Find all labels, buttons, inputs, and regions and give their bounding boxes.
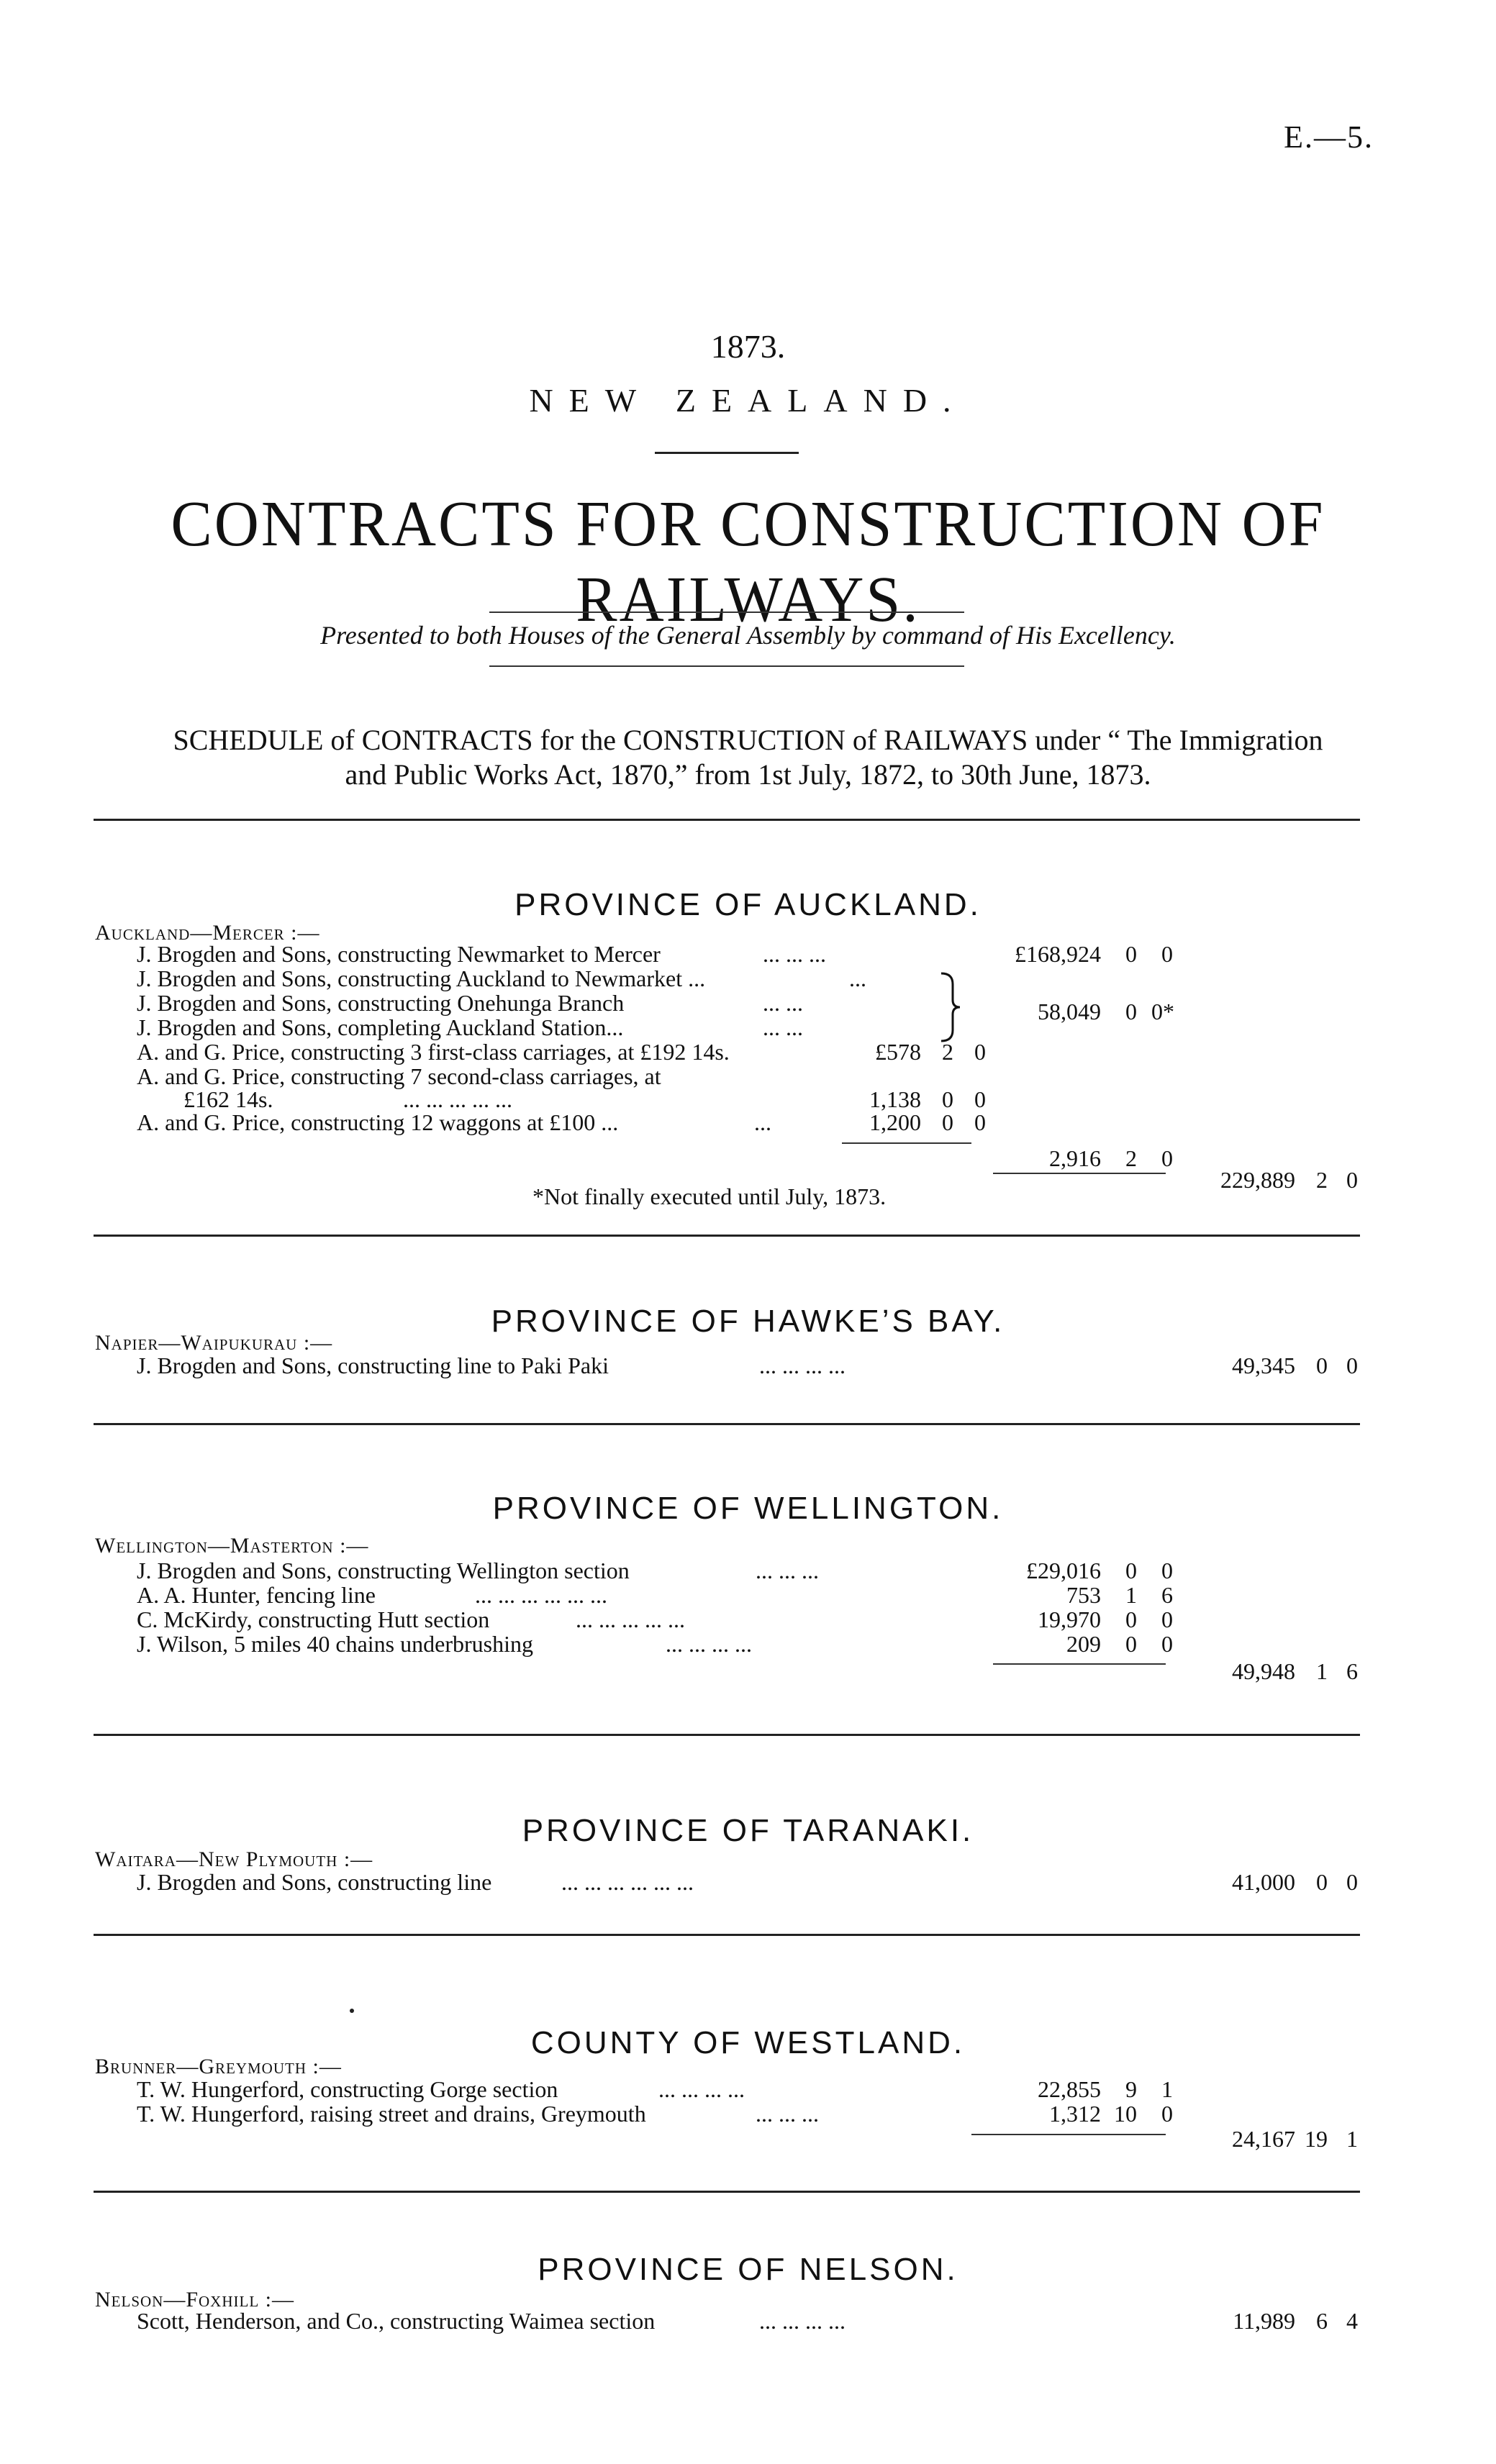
amount-shillings: 0 — [1125, 1631, 1137, 1657]
line-heading: Nelson—Foxhill :— — [95, 2288, 294, 2311]
schedule-line-1: SCHEDULE of CONTRACTS for the CONSTRUCTION of RAILWAYS under “ The Immigration — [173, 724, 1323, 756]
province-heading: PROVINCE OF NELSON. — [538, 2252, 958, 2287]
leader-dots: ... ... ... ... ... ... — [561, 1869, 694, 1895]
contract-description: T. W. Hungerford, constructing Gorge section — [137, 2076, 558, 2102]
page-reference: E.—5. — [1284, 119, 1374, 155]
amount-pence: 0 — [1161, 941, 1173, 967]
province-total-pence: 0 — [1346, 1167, 1358, 1193]
section-divider — [94, 1423, 1360, 1425]
amount-pence: 6 — [1161, 1582, 1173, 1608]
province-total-pounds: 229,889 — [1220, 1167, 1295, 1193]
contract-description-continued: £162 14s. — [183, 1086, 273, 1112]
amount-shillings: 0 — [942, 1109, 953, 1135]
leader-dots: ... ... ... — [756, 2101, 819, 2127]
amount-pence: 0 — [974, 1039, 986, 1065]
subtotal-rule — [842, 1142, 971, 1144]
contract-description: J. Brogden and Sons, constructing Auckland to Newmarket ... — [137, 965, 706, 991]
amount-shillings: 2 — [942, 1039, 953, 1065]
province-total-shillings: 0 — [1316, 1869, 1328, 1895]
amount-shillings: 0 — [1125, 941, 1137, 967]
amount-pounds: 22,855 — [1038, 2076, 1101, 2102]
contract-description: T. W. Hungerford, raising street and drains, Greymouth — [137, 2101, 646, 2127]
amount-pence: 0* — [1151, 999, 1174, 1024]
subtotal-pence: 0 — [1161, 1145, 1173, 1171]
section-divider — [94, 819, 1360, 821]
leader-dots: ... — [754, 1109, 771, 1135]
divider — [489, 612, 964, 613]
amount-pence: 0 — [1161, 2101, 1173, 2127]
amount-pence: 0 — [1161, 1558, 1173, 1583]
amount-pounds: 753 — [1066, 1582, 1101, 1608]
amount-pounds: £578 — [875, 1039, 921, 1065]
subtotal-rule — [971, 2134, 1166, 2135]
province-heading: COUNTY OF WESTLAND. — [530, 2025, 966, 2060]
contract-description: J. Brogden and Sons, constructing line — [137, 1869, 492, 1895]
province-total-pounds: 11,989 — [1233, 2308, 1295, 2334]
speck — [350, 2009, 354, 2013]
contract-description: J. Brogden and Sons, constructing Newmarket to Mercer — [137, 941, 661, 967]
divider — [489, 665, 964, 667]
amount-pence: 1 — [1161, 2076, 1173, 2102]
contract-description: J. Brogden and Sons, completing Auckland Station... — [137, 1014, 624, 1040]
contract-description: A. and G. Price, constructing 3 first-class carriages, at £192 14s. — [137, 1039, 730, 1065]
province-total-pounds: 49,345 — [1232, 1353, 1295, 1378]
line-heading: Waitara—New Plymouth :— — [95, 1847, 373, 1871]
schedule-line-2: and Public Works Act, 1870,” from 1st July, 1872, to 30th June, 1873. — [345, 758, 1151, 791]
province-total-pence: 6 — [1346, 1658, 1358, 1684]
document-title: CONTRACTS FOR CONSTRUCTION OF RAILWAYS. — [171, 487, 1325, 635]
amount-pounds: 209 — [1066, 1631, 1101, 1657]
contract-description: J. Wilson, 5 miles 40 chains underbrushing — [137, 1631, 533, 1657]
province-total-pounds: 49,948 — [1232, 1658, 1295, 1684]
contract-description: A. and G. Price, constructing 7 second-class carriages, at — [137, 1063, 661, 1089]
province-total-pounds: 41,000 — [1232, 1869, 1295, 1895]
amount-pounds: £29,016 — [1026, 1558, 1101, 1583]
amount-pounds: 19,970 — [1038, 1606, 1101, 1632]
section-divider — [94, 1235, 1360, 1237]
province-total-shillings: 1 — [1316, 1658, 1328, 1684]
leader-dots: ... ... — [763, 1014, 803, 1040]
divider — [655, 452, 799, 454]
year: 1873. — [710, 328, 786, 365]
contract-description: J. Brogden and Sons, constructing line to Paki Paki — [137, 1353, 609, 1378]
amount-pounds: 1,138 — [869, 1086, 921, 1112]
leader-dots: ... ... ... ... ... — [403, 1086, 512, 1112]
amount-pence: 0 — [1161, 1606, 1173, 1632]
province-total-shillings: 2 — [1316, 1167, 1328, 1193]
province-heading: PROVINCE OF HAWKE’S BAY. — [491, 1304, 1005, 1339]
amount-pounds: 1,200 — [869, 1109, 921, 1135]
leader-dots: ... ... ... ... — [658, 2076, 745, 2102]
amount-shillings: 0 — [1125, 999, 1137, 1024]
presented-line: Presented to both Houses of the General Assembly by command of His Excellency. — [320, 621, 1176, 650]
province-total-pence: 0 — [1346, 1353, 1358, 1378]
footnote: *Not finally executed until July, 1873. — [532, 1183, 887, 1209]
leader-dots: ... ... ... ... — [759, 1353, 846, 1378]
contract-description: C. McKirdy, constructing Hutt section — [137, 1606, 490, 1632]
leader-dots: ... ... ... — [756, 1558, 819, 1583]
leader-dots: ... ... ... ... ... — [576, 1606, 685, 1632]
amount-pounds: 58,049 — [1038, 999, 1101, 1024]
province-heading: PROVINCE OF WELLINGTON. — [492, 1491, 1004, 1526]
province-total-pence: 0 — [1346, 1869, 1358, 1895]
amount-shillings: 0 — [942, 1086, 953, 1112]
amount-pence: 0 — [974, 1109, 986, 1135]
contract-description: J. Brogden and Sons, constructing Onehunga Branch — [137, 990, 625, 1016]
section-divider — [94, 2191, 1360, 2193]
country-title: NEW ZEALAND. — [529, 382, 967, 419]
amount-shillings: 10 — [1114, 2101, 1137, 2127]
province-total-pence: 1 — [1346, 2126, 1358, 2152]
line-heading: Wellington—Masterton :— — [95, 1534, 369, 1558]
leader-dots: ... ... ... ... — [666, 1631, 752, 1657]
subtotal-rule — [993, 1173, 1166, 1174]
amount-shillings: 1 — [1125, 1582, 1137, 1608]
section-divider — [94, 1734, 1360, 1736]
province-total-pounds: 24,167 — [1232, 2126, 1295, 2152]
province-total-pence: 4 — [1346, 2308, 1358, 2334]
contract-description: Scott, Henderson, and Co., constructing Waimea section — [137, 2308, 656, 2334]
line-heading: Auckland—Mercer :— — [95, 921, 320, 945]
province-total-shillings: 6 — [1316, 2308, 1328, 2334]
province-total-shillings: 0 — [1316, 1353, 1328, 1378]
leader-dots: ... ... ... ... — [759, 2308, 846, 2334]
amount-pounds: 1,312 — [1049, 2101, 1101, 2127]
line-heading: Napier—Waipukurau :— — [95, 1331, 333, 1355]
province-heading: PROVINCE OF AUCKLAND. — [514, 887, 982, 922]
amount-shillings: 0 — [1125, 1558, 1137, 1583]
leader-dots: ... — [849, 965, 866, 991]
contract-description: A. and G. Price, constructing 12 waggons at £100 ... — [137, 1109, 619, 1135]
leader-dots: ... ... — [763, 990, 803, 1016]
subtotal-rule — [993, 1663, 1166, 1665]
leader-dots: ... ... ... ... ... ... — [475, 1582, 607, 1608]
contract-description: A. A. Hunter, fencing line — [137, 1582, 376, 1608]
amount-shillings: 0 — [1125, 1606, 1137, 1632]
section-divider — [94, 1934, 1360, 1936]
province-total-shillings: 19 — [1305, 2126, 1328, 2152]
schedule-heading — [0, 723, 1496, 792]
subtotal-shillings: 2 — [1125, 1145, 1137, 1171]
amount-pounds: £168,924 — [1015, 941, 1101, 967]
amount-pence: 0 — [974, 1086, 986, 1112]
leader-dots: ... ... ... — [763, 941, 826, 967]
province-heading: PROVINCE OF TARANAKI. — [522, 1813, 974, 1848]
grouping-brace — [935, 971, 964, 1043]
line-heading: Brunner—Greymouth :— — [95, 2055, 342, 2078]
subtotal-pounds: 2,916 — [1049, 1145, 1101, 1171]
amount-shillings: 9 — [1125, 2076, 1137, 2102]
amount-pence: 0 — [1161, 1631, 1173, 1657]
contract-description: J. Brogden and Sons, constructing Wellington section — [137, 1558, 630, 1583]
